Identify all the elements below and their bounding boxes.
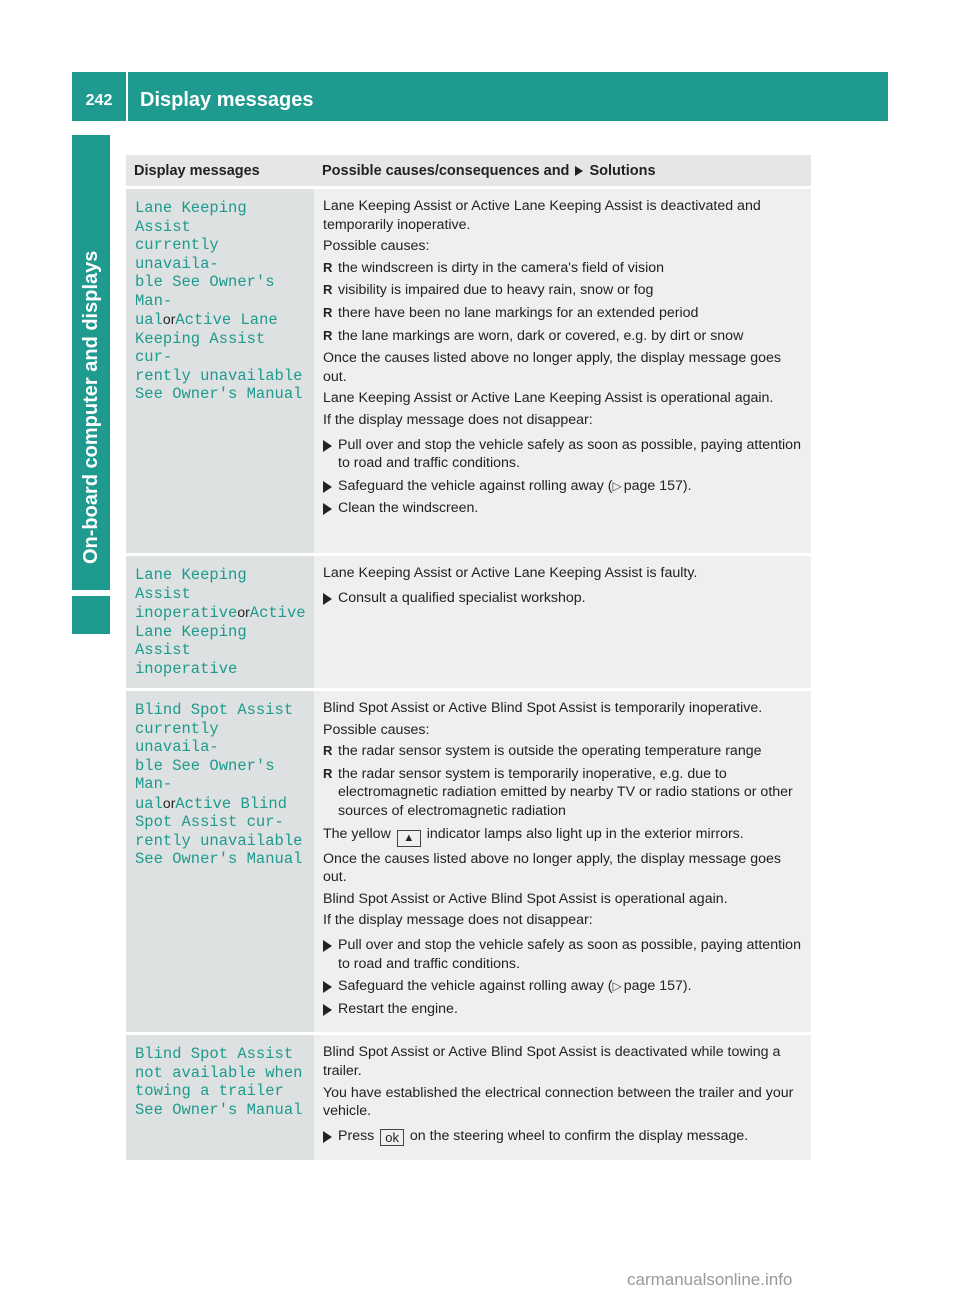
description-text: You have established the electrical connection between the trailer and your vehicle. xyxy=(323,1084,794,1120)
description-text: Once the causes listed above no longer apply, the display message goes out. xyxy=(323,850,781,886)
table-row xyxy=(126,188,811,555)
solution-step: Safeguard the vehicle against rolling away (▷ page 157). xyxy=(323,977,805,996)
step-arrow-icon xyxy=(323,981,332,993)
description-text: The yellow ▲ indicator lamps also light up in the exterior mirrors. xyxy=(323,825,805,847)
col-header-display-messages: Display messages xyxy=(126,155,314,188)
message-text: Lane Keeping Assist currently unavaila‐ ble See Owner's Man‐ ualorActive Lane Keeping Assist cur‐ rently unavailable See Owner's Manual xyxy=(135,199,303,403)
header-divider xyxy=(126,72,128,121)
solutions-arrow-icon xyxy=(575,166,583,176)
cause-item: R the lane markings are worn, dark or covered, e.g. by dirt or snow xyxy=(323,327,805,346)
message-text: Blind Spot Assist currently unavaila‐ ble See Owner's Man‐ ualorActive Blind Spot Assist cur‐ rently unavailable See Owner's Manual xyxy=(135,701,303,868)
description-cell xyxy=(314,1034,811,1160)
solution-step: Safeguard the vehicle against rolling away (▷ page 157). xyxy=(323,477,805,496)
description-text: If the display message does not disappear: xyxy=(323,912,593,929)
page-reference-link[interactable]: page 157 xyxy=(623,477,683,494)
table-row xyxy=(126,555,811,690)
section-title: Display messages xyxy=(140,89,314,111)
description-text: If the display message does not disappear: xyxy=(323,411,593,428)
page-ref-icon: ▷ xyxy=(612,979,622,994)
description-text: Possible causes: xyxy=(323,238,430,255)
step-arrow-icon xyxy=(323,1131,332,1143)
cause-item: R the windscreen is dirty in the camera's field of vision xyxy=(323,259,805,278)
message-text: Blind Spot Assist not available when towing a trailer See Owner's Manual xyxy=(135,1045,303,1119)
step-arrow-icon xyxy=(323,440,332,452)
description-text: Lane Keeping Assist or Active Lane Keeping Assist is faulty. xyxy=(323,565,698,581)
solution-step: Consult a qualified specialist workshop. xyxy=(323,589,805,608)
description-cell xyxy=(314,555,811,690)
step-arrow-icon xyxy=(323,503,332,515)
solution-step: Pull over and stop the vehicle safely as soon as possible, paying attention to road and traffic conditions. xyxy=(323,936,805,973)
description-text: Lane Keeping Assist or Active Lane Keeping Assist is operational again. xyxy=(323,390,774,407)
page-reference-link[interactable]: page 157 xyxy=(623,978,683,995)
cause-item: R the radar sensor system is temporarily inoperative, e.g. due to electromagnetic radiation emitted by nearby TV or radio stations or other sources of electromagnetic radiation xyxy=(323,765,805,821)
table-header-row xyxy=(126,155,811,188)
ok-button-icon: ok xyxy=(380,1129,404,1146)
col-header-causes-text: Possible causes/consequences and xyxy=(322,162,570,179)
table-row xyxy=(126,1034,811,1160)
step-arrow-icon xyxy=(323,940,332,952)
solution-step: Clean the windscreen. xyxy=(323,499,805,518)
message-cell xyxy=(126,690,314,1034)
header-bar xyxy=(72,72,888,121)
page-ref-icon: ▷ xyxy=(612,478,622,493)
solution-step: Restart the engine. xyxy=(323,1000,805,1019)
description-cell xyxy=(314,188,811,555)
description-cell xyxy=(314,690,811,1034)
display-messages-table xyxy=(126,155,811,1160)
description-text: Possible causes: xyxy=(323,721,430,738)
solution-step: Press ok on the steering wheel to confirm the display message. xyxy=(323,1127,805,1146)
col-header-solutions-text: Solutions xyxy=(589,162,656,179)
message-text: Lane Keeping Assist inoperativeorActive Lane Keeping Assist inoperative xyxy=(135,566,306,678)
step-arrow-icon xyxy=(323,1004,332,1016)
message-cell xyxy=(126,1034,314,1160)
table-row xyxy=(126,690,811,1034)
cause-item: R the radar sensor system is outside the operating temperature range xyxy=(323,742,805,761)
solution-step: Pull over and stop the vehicle safely as soon as possible, paying attention to road and traffic conditions. xyxy=(323,436,805,473)
description-text: Lane Keeping Assist or Active Lane Keeping Assist is deactivated and temporarily inoperative. xyxy=(323,198,761,233)
blind-spot-warning-icon: ▲ xyxy=(397,830,421,847)
description-text: Blind Spot Assist or Active Blind Spot Assist is operational again. xyxy=(323,890,728,907)
description-text: Blind Spot Assist or Active Blind Spot Assist is deactivated while towing a trailer. xyxy=(323,1044,781,1079)
step-arrow-icon xyxy=(323,593,332,605)
side-tab-marker xyxy=(72,596,110,634)
message-cell xyxy=(126,188,314,555)
side-tab-text: On-board computer and displays xyxy=(80,250,102,564)
description-text: Once the causes listed above no longer apply, the display message goes out. xyxy=(323,350,781,385)
cause-item: R visibility is impaired due to heavy rain, snow or fog xyxy=(323,281,805,300)
cause-item: R there have been no lane markings for an extended period xyxy=(323,304,805,323)
page-number: 242 xyxy=(85,92,113,109)
message-cell xyxy=(126,555,314,690)
description-text: Blind Spot Assist or Active Blind Spot Assist is temporarily inoperative. xyxy=(323,700,763,716)
step-arrow-icon xyxy=(323,481,332,493)
watermark: carmanualsonline.info xyxy=(627,1270,793,1289)
col-header-causes xyxy=(314,155,811,188)
